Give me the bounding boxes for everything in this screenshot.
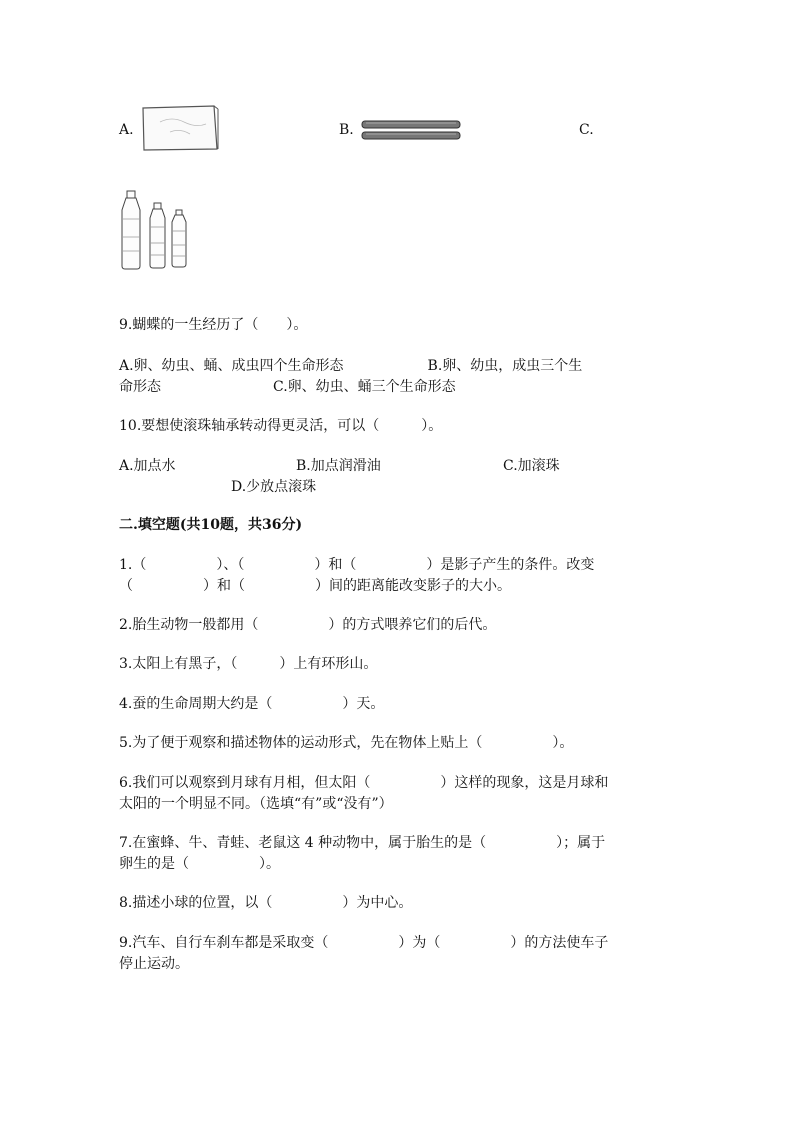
fill-item-3: 3.太阳上有黑子，（ ）上有环形山。	[119, 656, 378, 672]
option-a-label: A.	[119, 122, 134, 138]
q10-option-d: D.少放点滚珠	[231, 479, 317, 495]
q9-options-line2: 命形态 C.卵、幼虫、蛹三个生命形态	[119, 379, 456, 395]
q10-stem: 10.要想使滚珠轴承转动得更灵活，可以（ ）。	[119, 418, 443, 434]
q10-option-a: A.加点水	[119, 458, 176, 474]
fill-item-8: 8.描述小球的位置，以（ ）为中心。	[119, 895, 413, 911]
q10-option-b: B.加点润滑油	[296, 458, 381, 474]
q9-stem: 9.蝴蝶的一生经历了（ ）。	[119, 317, 308, 333]
wooden-board-image	[140, 104, 220, 152]
section-title: 二.填空题(共10题，共36分)	[119, 517, 303, 533]
q9-options-line1: A.卵、幼虫、蛹、成虫四个生命形态 B.卵、幼虫，成虫三个生	[119, 358, 583, 374]
fill-item-7-line2: 卵生的是（ ）。	[119, 856, 280, 872]
fill-item-2: 2.胎生动物一般都用（ ）的方式喂养它们的后代。	[119, 617, 497, 633]
fill-item-1-line2: （ ）和（ ）间的距离能改变影子的大小。	[119, 578, 511, 594]
option-c-label: C.	[579, 122, 594, 138]
fill-item-9-line2: 停止运动。	[119, 956, 189, 972]
fill-item-4: 4.蚕的生命周期大约是（ ）天。	[119, 696, 385, 712]
fill-item-6-line1: 6.我们可以观察到月球有月相，但太阳（ ）这样的现象，这是月球和	[119, 775, 609, 791]
option-b-label: B.	[339, 122, 354, 138]
q10-option-c: C.加滚珠	[503, 458, 560, 474]
fill-item-7-line1: 7.在蜜蜂、牛、青蛙、老鼠这 4 种动物中，属于胎生的是（ ）；属于	[119, 835, 606, 851]
fill-item-6-line2: 太阳的一个明显不同。（选填“有”或“没有”）	[119, 796, 393, 812]
fill-item-9-line1: 9.汽车、自行车刹车都是采取变（ ）为（ ）的方法使车子	[119, 935, 609, 951]
metal-rods-image	[360, 118, 464, 144]
fill-item-1-line1: 1.（ ）、（ ）和（ ）是影子产生的条件。改变	[119, 557, 595, 573]
plastic-bottles-image	[118, 189, 196, 271]
fill-item-5: 5.为了便于观察和描述物体的运动形式，先在物体上贴上（ ）。	[119, 735, 574, 751]
